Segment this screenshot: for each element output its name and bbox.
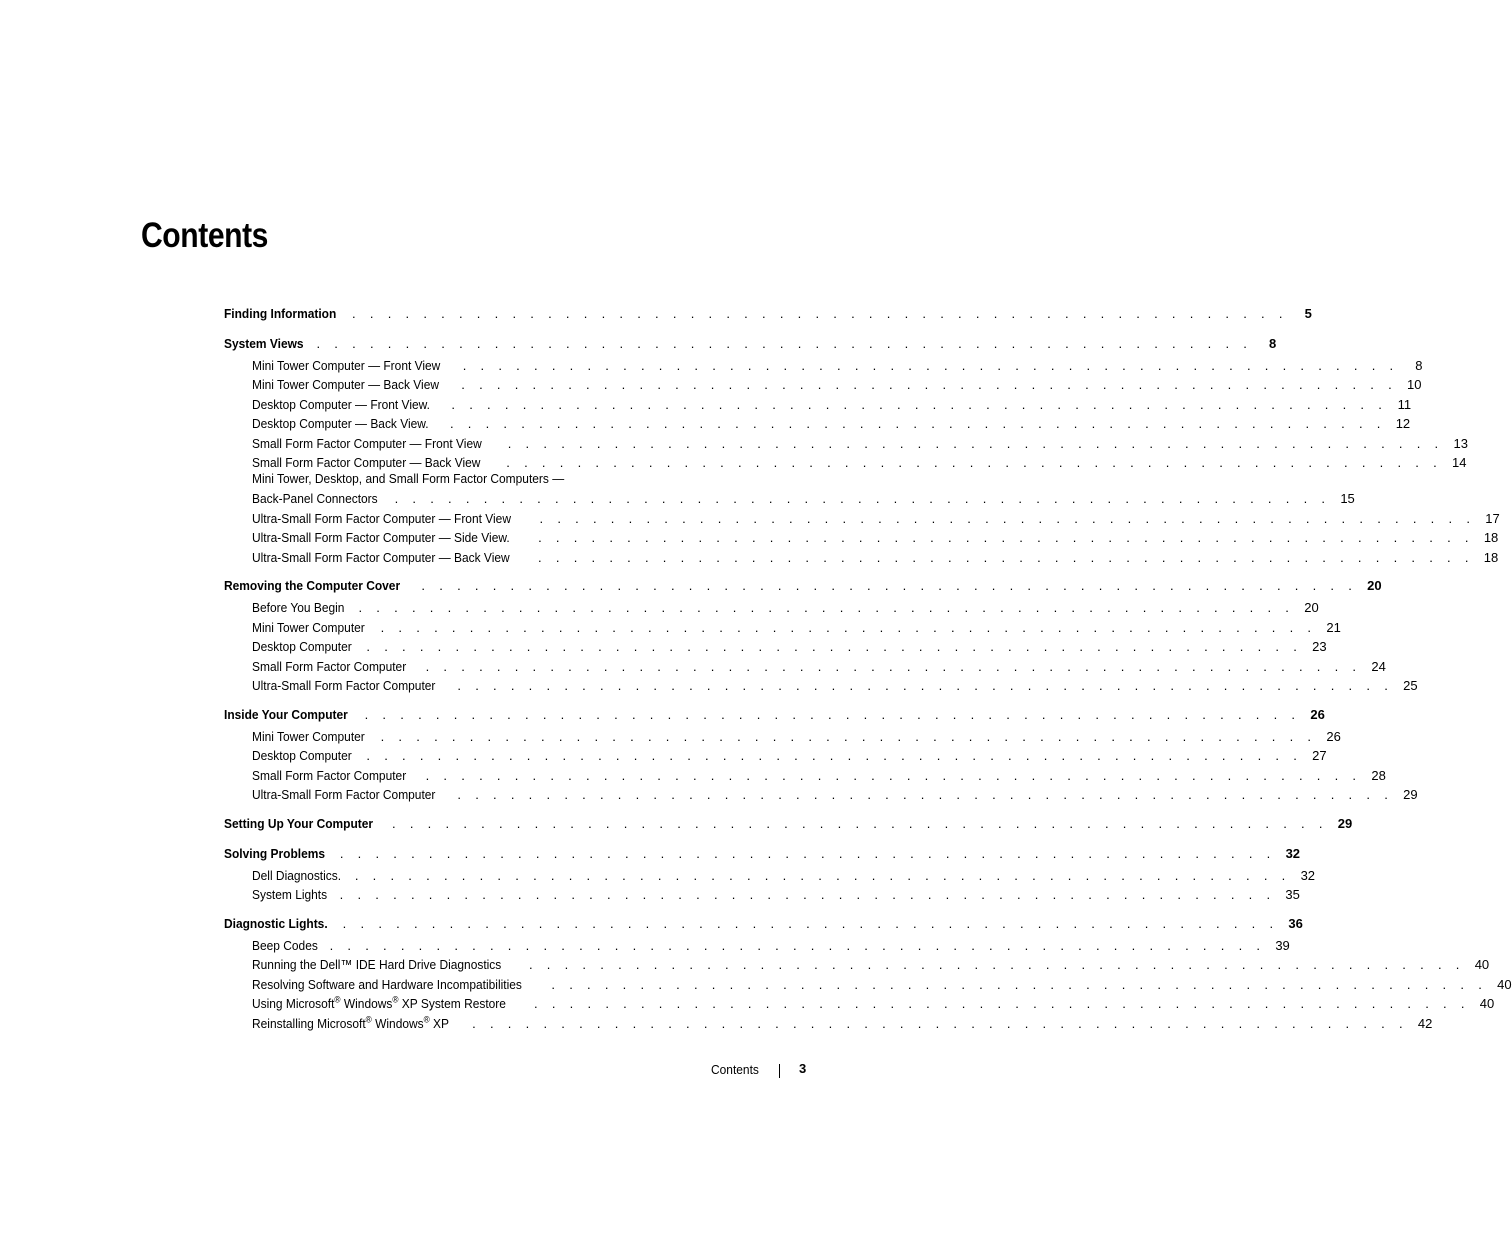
toc-entry-title: Ultra-Small Form Factor Computer (252, 678, 436, 693)
toc-entry-title: Beep Codes (252, 938, 318, 953)
toc-page-number: 13 (1453, 436, 1468, 451)
toc-section-entry[interactable] (252, 373, 1422, 393)
toc-section-entry[interactable] (252, 883, 1300, 903)
dot-leader: . . . . . . . . . . . . . . . . . . . . . . . . . . . . . . . . . . . . . . . . . . . . . . . . . . . . . (425, 768, 1362, 783)
dot-leader: . . . . . . . . . . . . . . . . . . . . . . . . . . . . . . . . . . . . . . . . . . . . . . . . . . . . . (506, 455, 1443, 470)
dot-leader: . . . . . . . . . . . . . . . . . . . . . . . . . . . . . . . . . . . . . . . . . . . . . . . . . . . . . (538, 550, 1474, 565)
toc-entry-title-part: Windows (340, 996, 393, 1011)
dot-leader: . . . . . . . . . . . . . . . . . . . . . . . . . . . . . . . . . . . . . . . . . . . . . . . . . . . . . (461, 377, 1398, 392)
toc-section-entry[interactable] (252, 616, 1341, 636)
toc-entry-title: Removing the Computer Cover (224, 578, 401, 593)
dot-leader: . . . . . . . . . . . . . . . . . . . . . . . . . . . . . . . . . . . . . . . . . . . . . . . . . . . . . (364, 707, 1301, 722)
toc-entry-title: Desktop Computer (252, 748, 352, 763)
page-title: Contents (141, 216, 268, 255)
toc-section-entry[interactable] (252, 992, 1495, 1012)
toc-entry-title: System Lights (252, 887, 328, 902)
toc-page-number: 20 (1304, 600, 1319, 615)
toc-entry-title: Running the Dell™ IDE Hard Drive Diagnostics (252, 957, 502, 972)
toc-page-number: 32 (1285, 846, 1301, 861)
footer-page-number: 3 (799, 1061, 807, 1076)
dot-leader: . . . . . . . . . . . . . . . . . . . . . . . . . . . . . . . . . . . . . . . . . . . . . . . . . . . . . (352, 306, 1288, 321)
toc-section-entry[interactable] (252, 655, 1386, 675)
footer-section-label: Contents (711, 1062, 759, 1077)
toc-page-number: 32 (1300, 868, 1316, 883)
toc-entry-title: Mini Tower Computer — Front View (252, 358, 441, 373)
dot-leader: . . . . . . . . . . . . . . . . . . . . . . . . . . . . . . . . . . . . . . . . . . . . . . . . . . . . . (339, 887, 1276, 902)
toc-entry-title-part: Windows (371, 1016, 424, 1031)
toc-page-number: 18 (1483, 530, 1499, 545)
toc-entry-title: Solving Problems (224, 846, 326, 861)
toc-page-number: 28 (1371, 768, 1386, 783)
dot-leader: . . . . . . . . . . . . . . . . . . . . . . . . . . . . . . . . . . . . . . . . . . . . . . . . . . . . . (329, 938, 1266, 953)
toc-entry-title: Dell Diagnostics. (252, 868, 342, 883)
registered-mark: ® (334, 994, 341, 1005)
toc-section-entry[interactable] (252, 354, 1423, 374)
toc-entry-title: Small Form Factor Computer — Back View (252, 455, 481, 470)
toc-entry-title: Mini Tower Computer — Back View (252, 377, 440, 392)
toc-page-number: 15 (1340, 491, 1355, 506)
registered-mark: ® (423, 1014, 430, 1025)
toc-section-entry[interactable] (252, 507, 1500, 527)
dot-leader: . . . . . . . . . . . . . . . . . . . . . . . . . . . . . . . . . . . . . . . . . . . . . . . . . . . . . (457, 678, 1394, 693)
toc-page-number: 10 (1407, 377, 1422, 392)
toc-page-number: 26 (1326, 729, 1341, 744)
dot-leader: . . . . . . . . . . . . . . . . . . . . . . . . . . . . . . . . . . . . . . . . . . . . . . . . . . . . . (380, 729, 1317, 744)
toc-section-entry[interactable] (252, 674, 1418, 694)
toc-section-entry[interactable] (252, 744, 1327, 764)
toc-page-number: 24 (1371, 659, 1386, 674)
toc-chapter-entry[interactable] (224, 332, 1277, 352)
toc-section-entry[interactable] (252, 1012, 1433, 1032)
toc-entry-title: Small Form Factor Computer — Front View (252, 436, 482, 451)
toc-page-number: 18 (1483, 550, 1499, 565)
toc-entry-title: Mini Tower Computer (252, 620, 365, 635)
dot-leader: . . . . . . . . . . . . . . . . . . . . . . . . . . . . . . . . . . . . . . . . . . . . . . . . . . . . . (354, 868, 1291, 883)
toc-section-entry[interactable] (252, 864, 1316, 884)
toc-entry-title: Mini Tower Computer (252, 729, 365, 744)
footer-divider (779, 1064, 780, 1078)
toc-section-entry[interactable] (252, 783, 1418, 803)
toc-entry-title (252, 996, 506, 1012)
toc-page-number: 12 (1395, 416, 1411, 431)
toc-section-entry[interactable] (252, 725, 1341, 745)
toc-entry-title-part: Reinstalling Microsoft (252, 1016, 366, 1031)
toc-page-number: 14 (1452, 455, 1467, 470)
toc-entry-title: Ultra-Small Form Factor Computer — Back View (252, 550, 510, 565)
toc-section-entry[interactable] (252, 934, 1290, 954)
toc-page-number: 26 (1310, 707, 1325, 722)
toc-entry-title: Ultra-Small Form Factor Computer — Front View (252, 511, 511, 526)
dot-leader: . . . . . . . . . . . . . . . . . . . . . . . . . . . . . . . . . . . . . . . . . . . . . . . . . . . . . (534, 996, 1470, 1011)
toc-entry-title: Desktop Computer — Back View. (252, 416, 429, 431)
toc-entry-title: Resolving Software and Hardware Incompatibilities (252, 977, 522, 992)
toc-entry-title (252, 1016, 449, 1032)
registered-mark: ® (392, 994, 399, 1005)
toc-entry-title-part: XP System Restore (398, 996, 506, 1011)
dot-leader: . . . . . . . . . . . . . . . . . . . . . . . . . . . . . . . . . . . . . . . . . . . . . . . . . . . . . (342, 916, 1279, 931)
toc-page-number: 40 (1497, 977, 1512, 992)
toc-entry-title-part: Using Microsoft (252, 996, 335, 1011)
toc-chapter-entry[interactable] (224, 574, 1382, 594)
toc-entry-title: Desktop Computer — Front View. (252, 397, 430, 412)
dot-leader: . . . . . . . . . . . . . . . . . . . . . . . . . . . . . . . . . . . . . . . . . . . . . . . . . . . . . (472, 1016, 1408, 1031)
dot-leader: . . . . . . . . . . . . . . . . . . . . . . . . . . . . . . . . . . . . . . . . . . . . . . . . . . . . . (507, 436, 1444, 451)
dot-leader: . . . . . . . . . . . . . . . . . . . . . . . . . . . . . . . . . . . . . . . . . . . . . . . . . . . . . (538, 530, 1474, 545)
toc-section-entry[interactable] (252, 546, 1499, 566)
dot-leader: . . . . . . . . . . . . . . . . . . . . . . . . . . . . . . . . . . . . . . . . . . . . . . . . . . . . . (539, 511, 1476, 526)
toc-section-entry[interactable] (252, 953, 1490, 973)
toc-section-entry[interactable] (252, 412, 1411, 432)
toc-chapter-entry[interactable] (224, 302, 1312, 322)
toc-section-entry[interactable] (252, 635, 1327, 655)
dot-leader: . . . . . . . . . . . . . . . . . . . . . . . . . . . . . . . . . . . . . . . . . . . . . . . . . . . . . (449, 416, 1386, 431)
toc-section-entry[interactable] (252, 487, 1355, 507)
registered-mark: ® (365, 1014, 372, 1025)
toc-entry-title: Inside Your Computer (224, 707, 348, 722)
toc-page-number: 5 (1304, 306, 1312, 321)
dot-leader: . . . . . . . . . . . . . . . . . . . . . . . . . . . . . . . . . . . . . . . . . . . . . . . . . . . . . (425, 659, 1362, 674)
toc-page-number: 8 (1415, 358, 1423, 373)
toc-entry-title: Desktop Computer (252, 639, 352, 654)
toc-section-entry[interactable] (252, 393, 1412, 413)
dot-leader: . . . . . . . . . . . . . . . . . . . . . . . . . . . . . . . . . . . . . . . . . . . . . . . . . . . . . (394, 491, 1331, 506)
toc-page-number: 42 (1417, 1016, 1433, 1031)
toc-chapter-entry[interactable] (224, 842, 1301, 862)
toc-section-entry[interactable] (252, 432, 1468, 452)
toc-entry-title: System Views (224, 336, 304, 351)
toc-page-number: 8 (1269, 336, 1277, 351)
toc-section-entry[interactable] (252, 596, 1319, 616)
toc-section-entry[interactable] (252, 451, 1467, 471)
toc-entry-title: Back-Panel Connectors (252, 491, 378, 506)
dot-leader: . . . . . . . . . . . . . . . . . . . . . . . . . . . . . . . . . . . . . . . . . . . . . . . . . . . . . (380, 620, 1317, 635)
toc-entry-title: Setting Up Your Computer (224, 816, 374, 831)
toc-entry-title: Small Form Factor Computer (252, 768, 407, 783)
dot-leader: . . . . . . . . . . . . . . . . . . . . . . . . . . . . . . . . . . . . . . . . . . . . . . . . . . . . . (551, 977, 1488, 992)
toc-page-number: 29 (1337, 816, 1353, 831)
dot-leader: . . . . . . . . . . . . . . . . . . . . . . . . . . . . . . . . . . . . . . . . . . . . . . . . . . . . . (366, 748, 1303, 763)
toc-entry-title: Ultra-Small Form Factor Computer (252, 787, 436, 802)
toc-page-number: 35 (1285, 887, 1300, 902)
toc-section-entry[interactable] (252, 764, 1386, 784)
dot-leader: . . . . . . . . . . . . . . . . . . . . . . . . . . . . . . . . . . . . . . . . . . . . . . . . . . . . . (366, 639, 1303, 654)
toc-page-number: 20 (1367, 578, 1382, 593)
toc-chapter-entry[interactable] (224, 703, 1325, 723)
toc-page-number: 11 (1397, 397, 1412, 412)
dot-leader: . . . . . . . . . . . . . . . . . . . . . . . . . . . . . . . . . . . . . . . . . . . . . . . . . . . . . (316, 336, 1253, 351)
toc-section-entry[interactable] (252, 526, 1499, 546)
toc-page-number: 27 (1312, 748, 1327, 763)
toc-entry-title-part: XP (429, 1016, 450, 1031)
toc-chapter-entry[interactable] (224, 912, 1303, 932)
toc-entry-title-line: Mini Tower, Desktop, and Small Form Factor Computers — (252, 471, 565, 486)
toc-page-number: 39 (1275, 938, 1290, 953)
toc-page-number: 17 (1485, 511, 1500, 526)
toc-page-number: 21 (1326, 620, 1341, 635)
toc-page-number: 40 (1474, 957, 1490, 972)
toc-entry-title: Ultra-Small Form Factor Computer — Side View. (252, 530, 510, 545)
toc-page-number: 36 (1288, 916, 1303, 931)
toc-page-number: 40 (1479, 996, 1495, 1011)
toc-entry-title: Diagnostic Lights. (224, 916, 328, 931)
dot-leader: . . . . . . . . . . . . . . . . . . . . . . . . . . . . . . . . . . . . . . . . . . . . . . . . . . . . . (457, 787, 1394, 802)
toc-page-number: 23 (1312, 639, 1327, 654)
toc-page-number: 29 (1403, 787, 1418, 802)
toc-entry-title: Small Form Factor Computer (252, 659, 407, 674)
dot-leader: . . . . . . . . . . . . . . . . . . . . . . . . . . . . . . . . . . . . . . . . . . . . . . . . . . . . . (392, 816, 1328, 831)
toc-entry-title: Finding Information (224, 306, 337, 321)
dot-leader: . . . . . . . . . . . . . . . . . . . . . . . . . . . . . . . . . . . . . . . . . . . . . . . . . . . . . (462, 358, 1399, 373)
dot-leader: . . . . . . . . . . . . . . . . . . . . . . . . . . . . . . . . . . . . . . . . . . . . . . . . . . . . . (528, 957, 1465, 972)
toc-chapter-entry[interactable] (224, 812, 1353, 832)
toc-section-entry[interactable] (252, 973, 1512, 993)
toc-entry-title: Before You Begin (252, 600, 345, 615)
dot-leader: . . . . . . . . . . . . . . . . . . . . . . . . . . . . . . . . . . . . . . . . . . . . . . . . . . . . . (421, 578, 1358, 593)
dot-leader: . . . . . . . . . . . . . . . . . . . . . . . . . . . . . . . . . . . . . . . . . . . . . . . . . . . . . (451, 397, 1388, 412)
dot-leader: . . . . . . . . . . . . . . . . . . . . . . . . . . . . . . . . . . . . . . . . . . . . . . . . . . . . . (339, 846, 1276, 861)
dot-leader: . . . . . . . . . . . . . . . . . . . . . . . . . . . . . . . . . . . . . . . . . . . . . . . . . . . . . (358, 600, 1295, 615)
toc-page-number: 25 (1403, 678, 1418, 693)
